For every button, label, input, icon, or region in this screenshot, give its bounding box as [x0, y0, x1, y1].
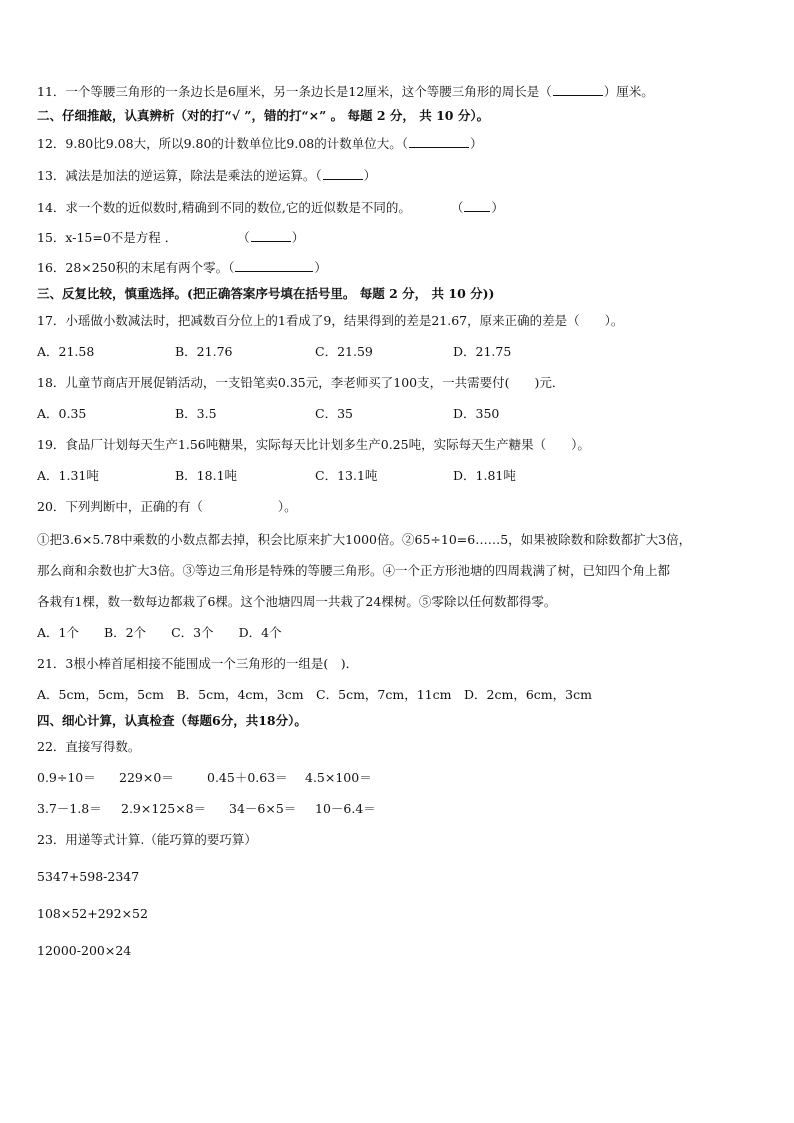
- question-12: 12．9.80比9.08大，所以9.80的计数单位比9.08的计数单位大。（ ）: [37, 136, 483, 151]
- question-23: 23．用递等式计算.（能巧算的要巧算）: [37, 832, 257, 847]
- question-21: 21．3根小棒首尾相接不能围成一个三角形的一组是( )．: [37, 656, 359, 671]
- section-4-heading: 四、细心计算，认真检查（每题6分，共18分）。: [37, 713, 307, 728]
- answer-blank[interactable]: [235, 260, 313, 272]
- calc-item: 3.7－1.8＝: [37, 801, 102, 816]
- expression-1: 5347+598-2347: [37, 869, 140, 884]
- question-13: 13．减法是加法的逆运算，除法是乘法的逆运算。（ ）: [37, 168, 377, 183]
- option-a[interactable]: A．1.31吨: [37, 468, 99, 483]
- answer-blank[interactable]: [251, 230, 291, 242]
- option-a[interactable]: A．21.58: [37, 344, 95, 359]
- section-2-heading: 二、仔细推敲，认真辨析（对的打“√ ”，错的打“×” 。 每题 2 分， 共 10 分）。: [37, 108, 490, 123]
- section-3-heading: 三、反复比较，慎重选择。(把正确答案序号填在括号里。 每题 2 分， 共 10 分)): [37, 286, 495, 301]
- question-17-options: [37, 344, 511, 360]
- question-20-statements-line-2: 那么商和余数也扩大3倍。③等边三角形是特殊的等腰三角形。④一个正方形池塘的四周栽满了树，已知四个角上都: [37, 563, 670, 578]
- answer-blank[interactable]: [464, 200, 490, 212]
- answer-blank[interactable]: [553, 84, 603, 96]
- question-14: 14．求一个数的近似数时,精确到不同的数位,它的近似数是不同的。 （ ）: [37, 200, 504, 215]
- question-22: 22．直接写得数。: [37, 739, 141, 754]
- question-20-options[interactable]: A．1个 B．2个 C．3个 D．4个: [37, 625, 282, 640]
- calc-item: 229×0＝: [119, 770, 174, 785]
- question-20-statements-line-3: 各栽有1棵，数一数每边都栽了6棵。这个池塘四周一共栽了24棵树。⑤零除以任何数都得零。: [37, 594, 557, 609]
- option-c[interactable]: C．21.59: [315, 344, 373, 359]
- question-22-row-1: [37, 770, 372, 786]
- calc-item: 34－6×5＝: [229, 801, 297, 816]
- question-22-row-2: [37, 801, 376, 817]
- question-21-options[interactable]: A．5cm，5cm，5cm B．5cm，4cm，3cm C．5cm，7cm，11cm D．2cm，6cm，3cm: [37, 687, 592, 702]
- question-17: 17．小瑶做小数减法时，把减数百分位上的1看成了9，结果得到的差是21.67，原来正确的差是（ ）。: [37, 313, 624, 328]
- question-18: 18．儿童节商店开展促销活动，一支铅笔卖0.35元，李老师买了100支，一共需要付( )元．: [37, 375, 565, 390]
- option-d[interactable]: D．1.81吨: [453, 468, 516, 483]
- calc-item: 0.45＋0.63＝: [207, 770, 288, 785]
- question-19-options: [37, 468, 516, 484]
- question-15: 15．x-15=0不是方程 ． （ ）: [37, 230, 305, 245]
- answer-blank[interactable]: [409, 136, 469, 148]
- option-a[interactable]: A．0.35: [37, 406, 87, 421]
- option-d[interactable]: D．21.75: [453, 344, 512, 359]
- option-b[interactable]: B．18.1吨: [175, 468, 238, 483]
- calc-item: 10－6.4＝: [315, 801, 376, 816]
- option-c[interactable]: C．13.1吨: [315, 468, 378, 483]
- calc-item: 4.5×100＝: [305, 770, 372, 785]
- option-b[interactable]: B．3.5: [175, 406, 217, 421]
- question-16: 16．28×250积的末尾有两个零。（ ）: [37, 260, 327, 275]
- question-19: 19．食品厂计划每天生产1.56吨糖果，实际每天比计划多生产0.25吨，实际每天生产糖果（ ）。: [37, 437, 590, 452]
- question-11: 11．一个等腰三角形的一条边长是6厘米，另一条边长是12厘米，这个等腰三角形的周长是（ ）厘米。: [37, 84, 654, 99]
- option-b[interactable]: B．21.76: [175, 344, 233, 359]
- answer-blank[interactable]: [323, 168, 363, 180]
- option-c[interactable]: C．35: [315, 406, 353, 421]
- calc-item: 0.9÷10＝: [37, 770, 96, 785]
- question-18-options: [37, 406, 499, 422]
- calc-item: 2.9×125×8＝: [121, 801, 207, 816]
- question-20-statements-line-1: ①把3.6×5.78中乘数的小数点都去掉，积会比原来扩大1000倍。②65÷10=6……5，如果被除数和除数都扩大3倍，: [37, 532, 692, 547]
- question-20: 20．下列判断中，正确的有（ ）。: [37, 499, 297, 514]
- expression-2: 108×52+292×52: [37, 906, 148, 921]
- expression-3: 12000-200×24: [37, 943, 132, 958]
- option-d[interactable]: D．350: [453, 406, 500, 421]
